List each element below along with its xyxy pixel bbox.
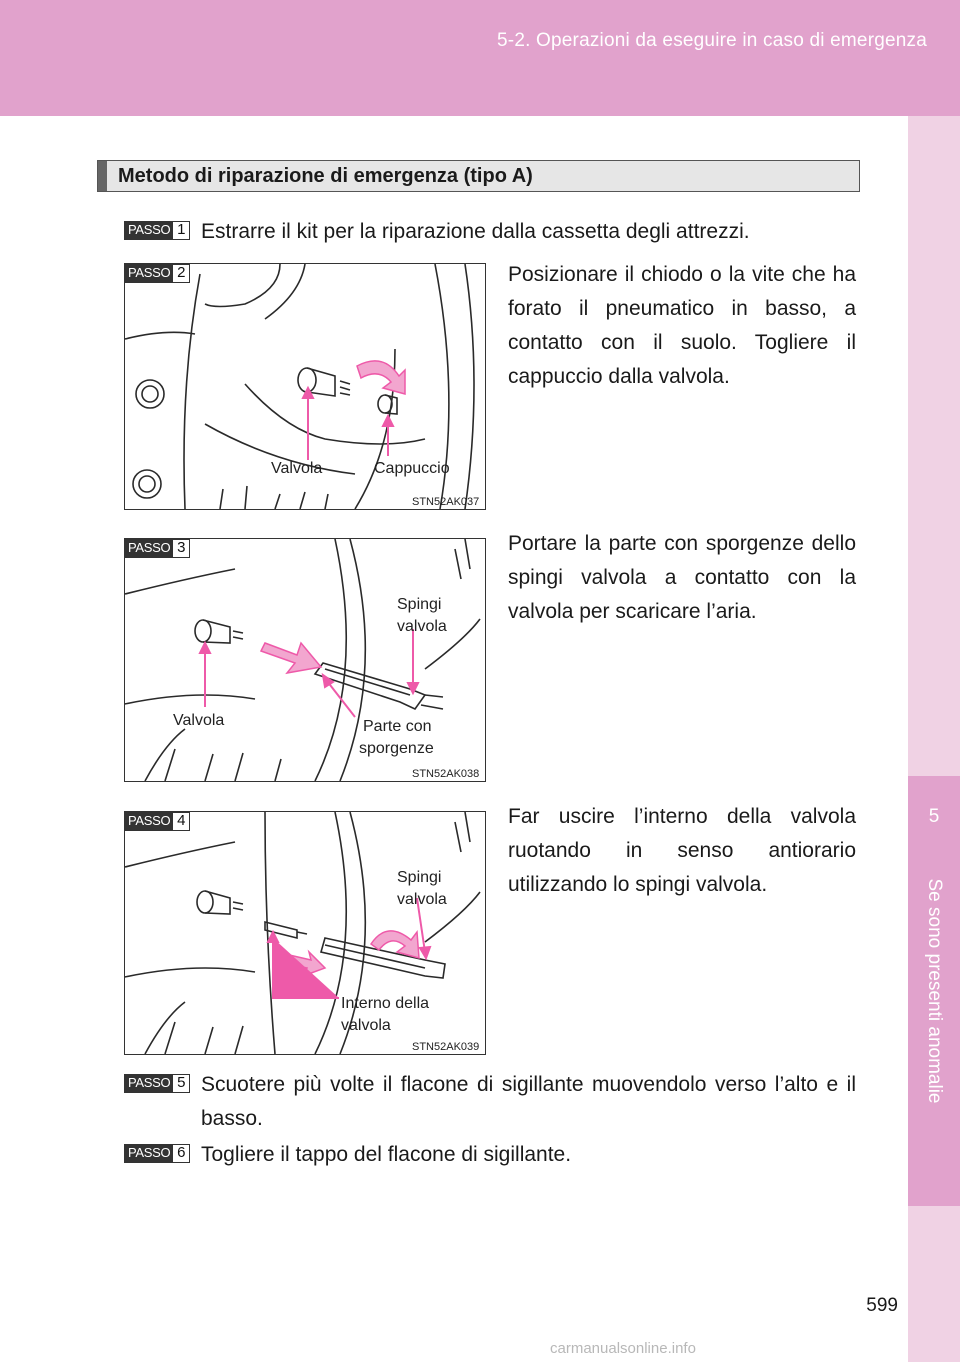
rotation-arrow-icon (357, 361, 405, 394)
step-word: PASSO (125, 265, 173, 282)
section-title: Metodo di riparazione di emergenza (tipo A) (118, 165, 533, 187)
label-pusher-line2: valvola (397, 891, 447, 908)
label-valve: Valvola (173, 712, 225, 729)
step-number: 2 (173, 265, 189, 282)
figure-remove-cap (124, 263, 486, 510)
step-6-badge (124, 1144, 190, 1163)
valve-pusher-illustration (125, 539, 485, 781)
step-5-text: Scuotere più volte il flacone di sigillante muovendolo verso l’alto e il basso. (201, 1073, 856, 1130)
label-pusher-line1: Spingi (397, 596, 442, 613)
figure-code: STN52AK038 (412, 768, 480, 780)
step-4-text: Far uscire l’interno della valvola ruotando in senso antiorario utilizzando lo spingi valvola. (508, 805, 856, 896)
step-number: 4 (173, 813, 189, 830)
label-tip-line2: sporgenze (359, 740, 434, 757)
step-number: 1 (173, 222, 189, 239)
step-1-text: Estrarre il kit per la riparazione dalla cassetta degli attrezzi. (201, 220, 750, 243)
figure-release-air (124, 538, 486, 782)
step-number: 3 (173, 540, 189, 557)
page-number: 599 (866, 1295, 898, 1316)
chapter-title: Se sono presenti anomalie (924, 878, 945, 1104)
step-word: PASSO (125, 1075, 173, 1092)
valve-core-illustration (125, 812, 485, 1054)
step-3-text: Portare la parte con sporgenze dello spingi valvola a contatto con la valvola per scaricare l’aria. (508, 532, 856, 623)
figure-code: STN52AK037 (412, 496, 480, 508)
step-5-badge (124, 1074, 190, 1093)
breadcrumb: 5-2. Operazioni da eseguire in caso di emergenza (497, 30, 927, 51)
label-tip-line1: Parte con (363, 718, 432, 735)
step-number: 5 (173, 1075, 189, 1092)
footer-watermark: carmanualsonline.info (550, 1340, 696, 1357)
valve-cap-illustration (125, 264, 485, 509)
step-word: PASSO (125, 813, 173, 830)
section-header (97, 160, 860, 192)
step-6-text: Togliere il tappo del flacone di sigillante. (201, 1143, 572, 1166)
chapter-number: 5 (928, 806, 940, 827)
step-number: 6 (173, 1145, 189, 1162)
step-word: PASSO (125, 1145, 173, 1162)
label-valve: Valvola (271, 460, 323, 477)
step-1-badge (124, 221, 190, 240)
figure-code: STN52AK039 (412, 1041, 480, 1053)
figure-remove-core (124, 811, 486, 1055)
step-4-badge (124, 812, 190, 831)
label-cap: Cappuccio (374, 460, 450, 477)
step-2-badge (124, 264, 190, 283)
step-3-badge (124, 539, 190, 558)
push-arrow-icon (261, 643, 321, 673)
step-word: PASSO (125, 540, 173, 557)
page-header (0, 0, 960, 116)
label-pusher-line1: Spingi (397, 869, 442, 886)
label-core-line1: Interno della (341, 995, 430, 1012)
step-2-text: Posizionare il chiodo o la vite che ha forato il pneumatico in basso, a contatto con il suolo. Togliere il cappuccio dalla valvola. (508, 263, 856, 388)
label-pusher-line2: valvola (397, 618, 447, 635)
label-core-line2: valvola (341, 1017, 391, 1034)
step-word: PASSO (125, 222, 173, 239)
